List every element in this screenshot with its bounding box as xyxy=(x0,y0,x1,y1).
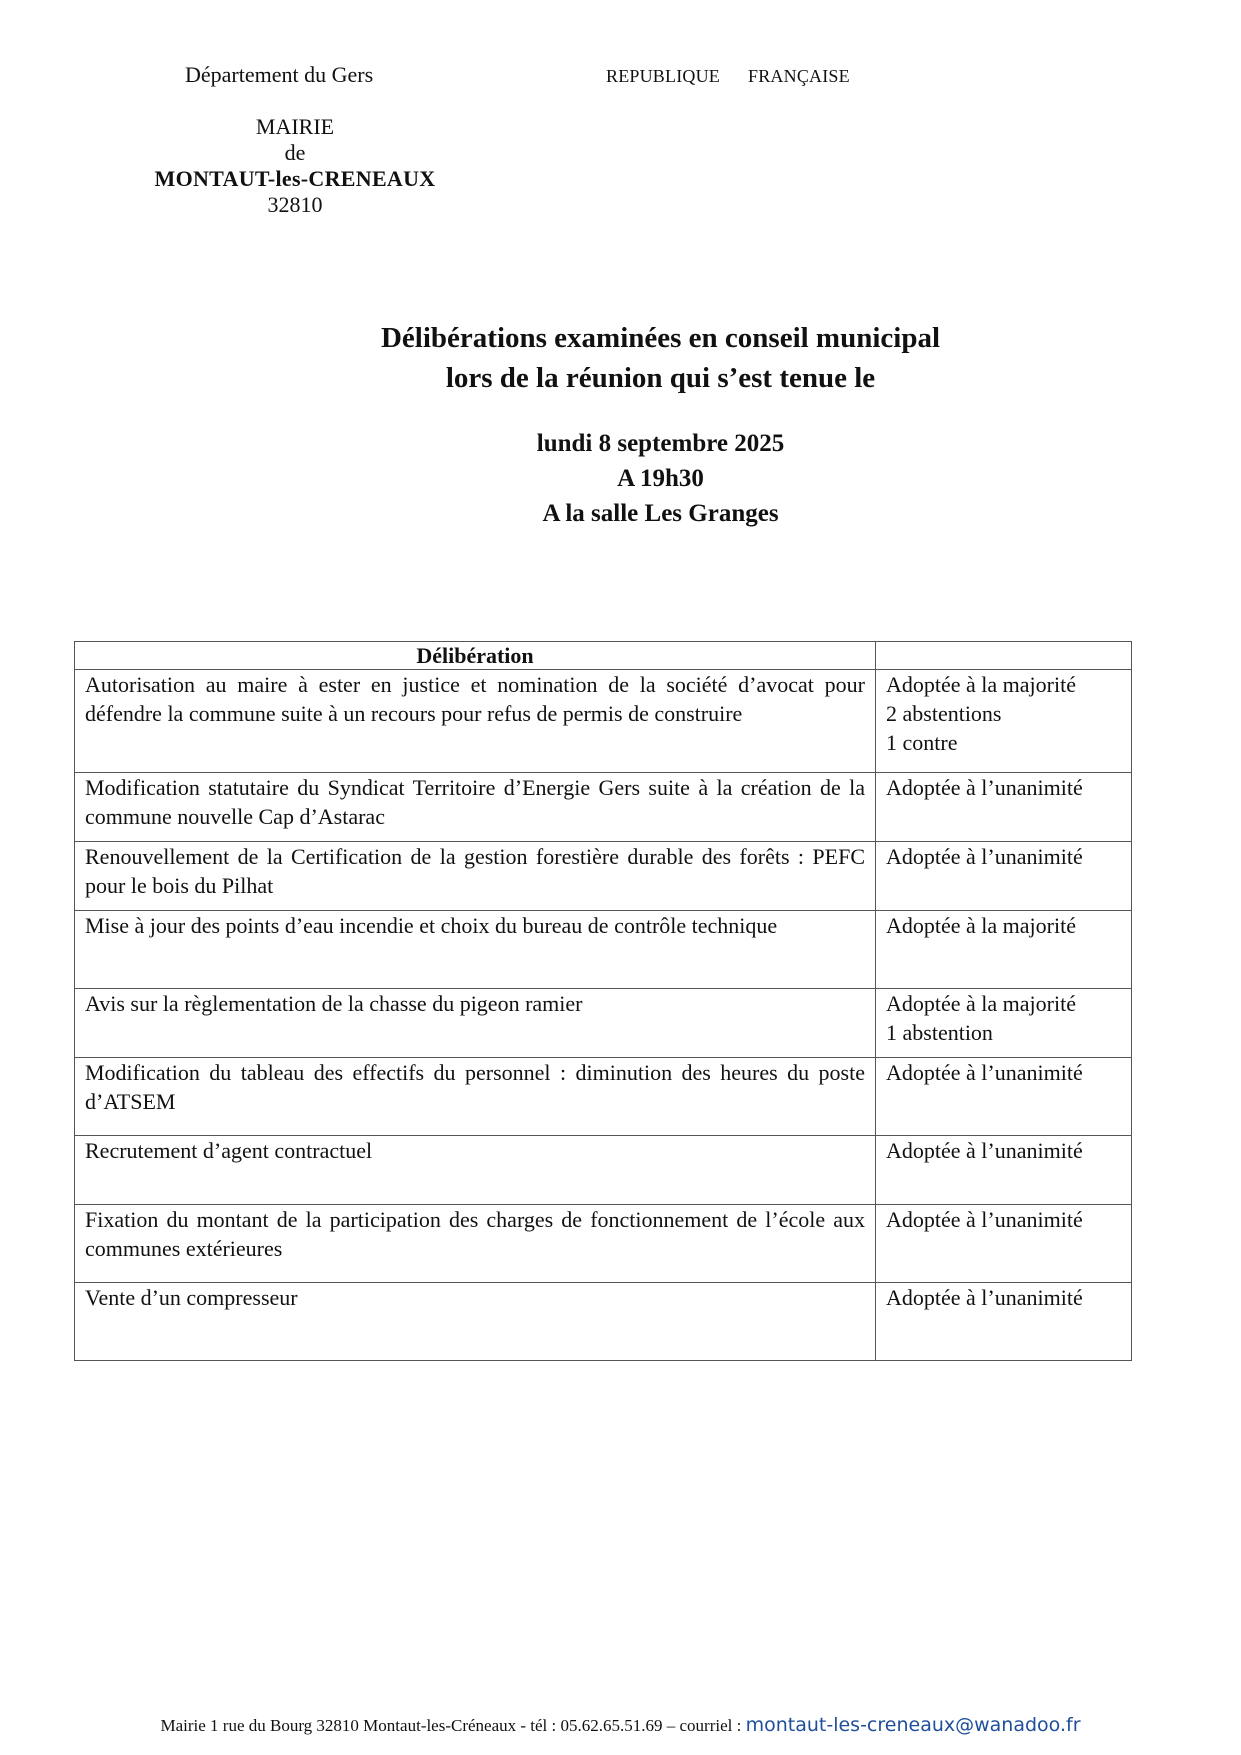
table-row xyxy=(75,670,1132,773)
department-label: Département du Gers xyxy=(185,62,374,87)
row-result: Adoptée à l’unanimité xyxy=(876,1283,1132,1361)
table-row xyxy=(75,1136,1132,1205)
row-subject: Recrutement d’agent contractuel xyxy=(75,1136,876,1205)
footer xyxy=(0,1714,1241,1736)
table-row xyxy=(75,773,1132,842)
table-row xyxy=(75,911,1132,989)
row-result: Adoptée à la majorité xyxy=(876,911,1132,989)
page-title xyxy=(0,318,1241,398)
row-subject: Mise à jour des points d’eau incendie et choix du bureau de contrôle technique xyxy=(75,911,876,989)
mairie-label: MAIRIE xyxy=(255,114,335,139)
row-subject: Vente d’un compresseur xyxy=(75,1283,876,1361)
postal-code: 32810 xyxy=(267,192,323,217)
footer-address: Mairie 1 rue du Bourg 32810 Montaut-les-Créneaux - tél : 05.62.65.51.69 – courriel : xyxy=(160,1716,746,1735)
row-result: Adoptée à la majorité 1 abstention xyxy=(876,989,1132,1058)
deliberations-table xyxy=(74,641,1132,1361)
commune-name: MONTAUT-les-CRENEAUX xyxy=(154,166,436,191)
table-row xyxy=(75,1205,1132,1283)
table-row xyxy=(75,1058,1132,1136)
table-row xyxy=(75,842,1132,911)
header-subject: Délibération xyxy=(75,642,876,670)
row-result: Adoptée à l’unanimité xyxy=(876,1136,1132,1205)
republique-word: REPUBLIQUE xyxy=(606,66,720,86)
row-subject: Modification statutaire du Syndicat Territoire d’Energie Gers suite à la création de la commune nouvelle Cap d’Astarac xyxy=(75,773,876,842)
footer-email-link[interactable]: montaut-les-creneaux@wanadoo.fr xyxy=(745,1714,1081,1736)
meeting-place: A la salle Les Granges xyxy=(542,500,779,527)
row-subject: Autorisation au maire à ester en justice et nomination de la société d’avocat pour défendre la commune suite à un recours pour refus de permis de construire xyxy=(75,670,876,773)
row-subject: Fixation du montant de la participation des charges de fonctionnement de l’école aux communes extérieures xyxy=(75,1205,876,1283)
meeting-info xyxy=(0,426,1241,531)
table-row xyxy=(75,989,1132,1058)
row-subject: Modification du tableau des effectifs du personnel : diminution des heures du poste d’ATSEM xyxy=(75,1058,876,1136)
row-result: Adoptée à l’unanimité xyxy=(876,1205,1132,1283)
table-row xyxy=(75,1283,1132,1361)
header-result xyxy=(876,642,1132,670)
meeting-date: lundi 8 septembre 2025 xyxy=(536,430,785,457)
mairie-block xyxy=(100,114,490,218)
title-line-1: Délibérations examinées en conseil municipal xyxy=(380,322,941,354)
title-line-2: lors de la réunion qui s’est tenue le xyxy=(445,362,876,394)
row-result: Adoptée à l’unanimité xyxy=(876,773,1132,842)
row-result: Adoptée à l’unanimité xyxy=(876,842,1132,911)
row-subject: Avis sur la règlementation de la chasse du pigeon ramier xyxy=(75,989,876,1058)
meeting-time: A 19h30 xyxy=(617,465,704,492)
row-result: Adoptée à l’unanimité xyxy=(876,1058,1132,1136)
mairie-de: de xyxy=(284,140,306,165)
republique-francaise xyxy=(606,66,850,87)
row-result: Adoptée à la majorité 2 abstentions 1 contre xyxy=(876,670,1132,773)
francaise-word: FRANÇAISE xyxy=(748,66,850,86)
row-subject: Renouvellement de la Certification de la gestion forestière durable des forêts : PEFC pour le bois du Pilhat xyxy=(75,842,876,911)
table-header-row xyxy=(75,642,1132,670)
